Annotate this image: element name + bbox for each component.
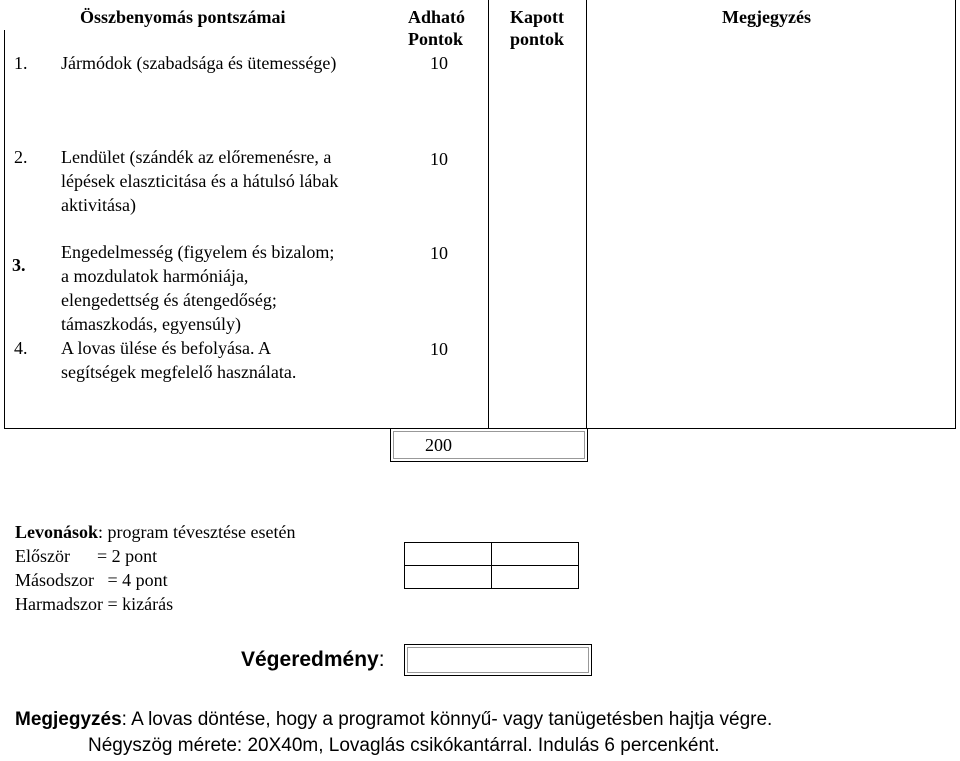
deduction-cell-2-1[interactable]: [405, 566, 492, 589]
row-4-number: 4.: [14, 338, 28, 358]
row-1-desc: Jármódok (szabadsága és ütemessége): [61, 53, 337, 73]
row-3-desc-line-1: Engedelmesség (figyelem és bizalom;: [61, 242, 335, 262]
deductions-label: Levonások: [15, 522, 99, 542]
header-received-points-1: Kapott: [510, 7, 564, 27]
note-line-1: [15, 707, 772, 733]
table-col-line-1: [488, 0, 489, 428]
row-1-number: 1.: [14, 53, 28, 73]
row-2-desc-line-1: Lendület (szándék az előremenésre, a: [61, 147, 332, 167]
final-result-label-colon: :: [378, 648, 385, 671]
row-2-desc-line-2: lépések elaszticitása és a hátulsó lábak: [61, 171, 339, 191]
header-max-points-1: Adható: [408, 7, 466, 27]
row-3-points: 10: [430, 243, 448, 263]
total-points-box: [390, 428, 588, 462]
deduction-cell-1-1[interactable]: [405, 543, 492, 566]
table-left-line: [4, 30, 5, 428]
deductions-label-rest: : program tévesztése esetén: [98, 522, 296, 542]
row-3-desc-line-2: a mozdulatok harmóniája,: [61, 266, 249, 286]
deductions-entry-grid: [404, 542, 579, 589]
deductions-heading: [15, 520, 295, 544]
row-4-points: 10: [430, 339, 448, 359]
final-result-box[interactable]: [404, 644, 592, 676]
header-criteria: Összbenyomás pontszámai: [80, 7, 286, 27]
row-3-desc-line-4: támaszkodás, egyensúly): [61, 314, 241, 334]
row-4-desc-line-1: A lovas ülése és befolyása. A: [61, 338, 271, 358]
final-result-label: [241, 648, 385, 672]
deduction-first: Először = 2 pont: [15, 546, 158, 566]
table-col-line-3: [955, 0, 956, 428]
header-max-points-2: Pontok: [408, 29, 464, 49]
table-col-line-2: [586, 0, 587, 460]
row-2-number: 2.: [14, 147, 28, 167]
total-points: 200: [425, 435, 452, 455]
header-notes: Megjegyzés: [722, 7, 811, 27]
note-line-1-text: : A lovas döntése, hogy a programot könnyű- vagy tanügetésben hajtja végre.: [121, 709, 773, 730]
deduction-cell-1-2[interactable]: [492, 543, 579, 566]
deduction-third: Harmadszor = kizárás: [15, 594, 174, 614]
note-line-2: Négyszög mérete: 20X40m, Lovaglás csikókantárral. Indulás 6 percenként.: [88, 735, 720, 756]
row-3-desc-line-3: elengedettség és átengedőség;: [61, 290, 277, 310]
note-label: Megjegyzés: [15, 709, 122, 730]
deduction-second: Másodszor = 4 pont: [15, 570, 168, 590]
row-3-number: 3.: [12, 255, 26, 275]
row-2-points: 10: [430, 149, 448, 169]
row-1-points: 10: [430, 53, 448, 73]
header-received-points-2: pontok: [510, 29, 565, 49]
row-2-desc-line-3: aktivitása): [61, 195, 136, 215]
final-result-label-bold: Végeredmény: [241, 648, 379, 671]
row-4-desc-line-2: segítségek megfelelő használata.: [61, 362, 297, 382]
deduction-cell-2-2[interactable]: [492, 566, 579, 589]
